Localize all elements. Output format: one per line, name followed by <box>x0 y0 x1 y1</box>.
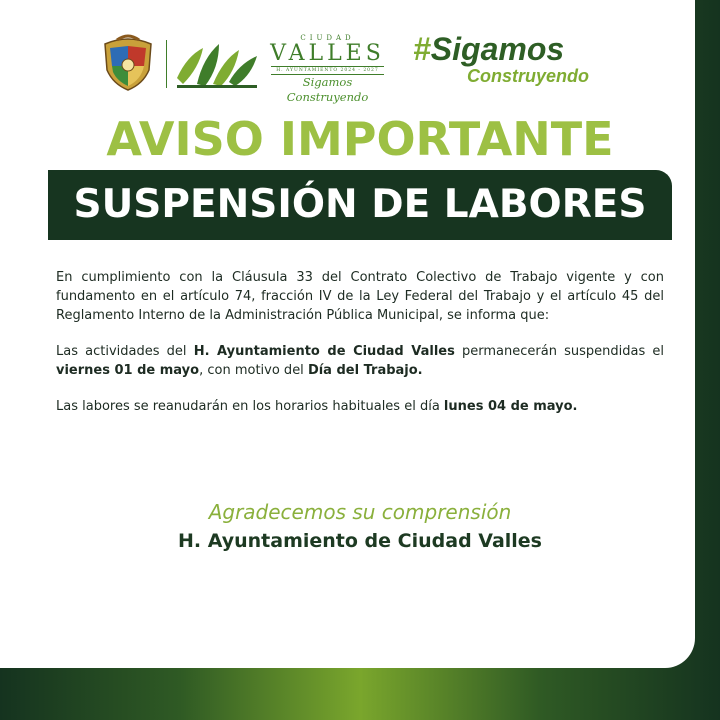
coat-of-arms-icon <box>99 34 157 92</box>
signature-text: H. Ayuntamiento de Ciudad Valles <box>177 530 542 552</box>
council-line: H. AYUNTAMIENTO 2024 - 2027 <box>271 66 384 75</box>
header-logos <box>95 31 635 104</box>
text-fragment: permanecerán suspendidas el <box>454 344 664 359</box>
hashtag-logo <box>413 32 628 92</box>
city-small-text: CIUDAD <box>300 34 355 42</box>
thanks-text: Agradecemos su comprensión <box>208 500 512 524</box>
text-fragment: Las labores se reanudarán en los horarios habituales el día <box>56 399 444 414</box>
hashtag-symbol: # <box>413 31 431 67</box>
bold-holiday: Día del Trabajo. <box>307 363 423 378</box>
city-name: VALLES <box>270 41 385 66</box>
notice-subheading: SUSPENSIÓN DE LABORES <box>73 182 647 227</box>
paragraph-suspension <box>56 342 664 380</box>
bold-date: viernes 01 de mayo <box>56 363 200 378</box>
notice-heading: AVISO IMPORTANTE <box>106 112 614 166</box>
leaves-logo-icon <box>173 38 263 90</box>
bold-institution: H. Ayuntamiento de Ciudad Valles <box>193 344 455 359</box>
city-logo <box>265 34 390 104</box>
bold-resume-date: lunes 04 de mayo. <box>443 399 578 414</box>
paragraph-resume <box>56 397 664 416</box>
text-fragment: , con motivo del <box>199 363 308 378</box>
title-banner <box>48 170 672 240</box>
notice-body <box>56 268 664 433</box>
hashtag-sub: Construyendo <box>467 66 590 86</box>
text-fragment: Las actividades del <box>56 344 194 359</box>
paragraph-legal-basis: En cumplimiento con la Cláusula 33 del Contrato Colectivo de Trabajo vigente y con fundamento en el artículo 74, fracción IV de la Ley Federal del Trabajo y el artículo 45 del Reglamento Interno de la Administración Pública Municipal, se informa que: <box>56 270 664 323</box>
hashtag-word: Sigamos <box>430 31 565 67</box>
logo-divider <box>166 40 167 88</box>
slogan-script: Sigamos Construyendo <box>286 75 369 104</box>
hashtag-main <box>413 32 628 66</box>
